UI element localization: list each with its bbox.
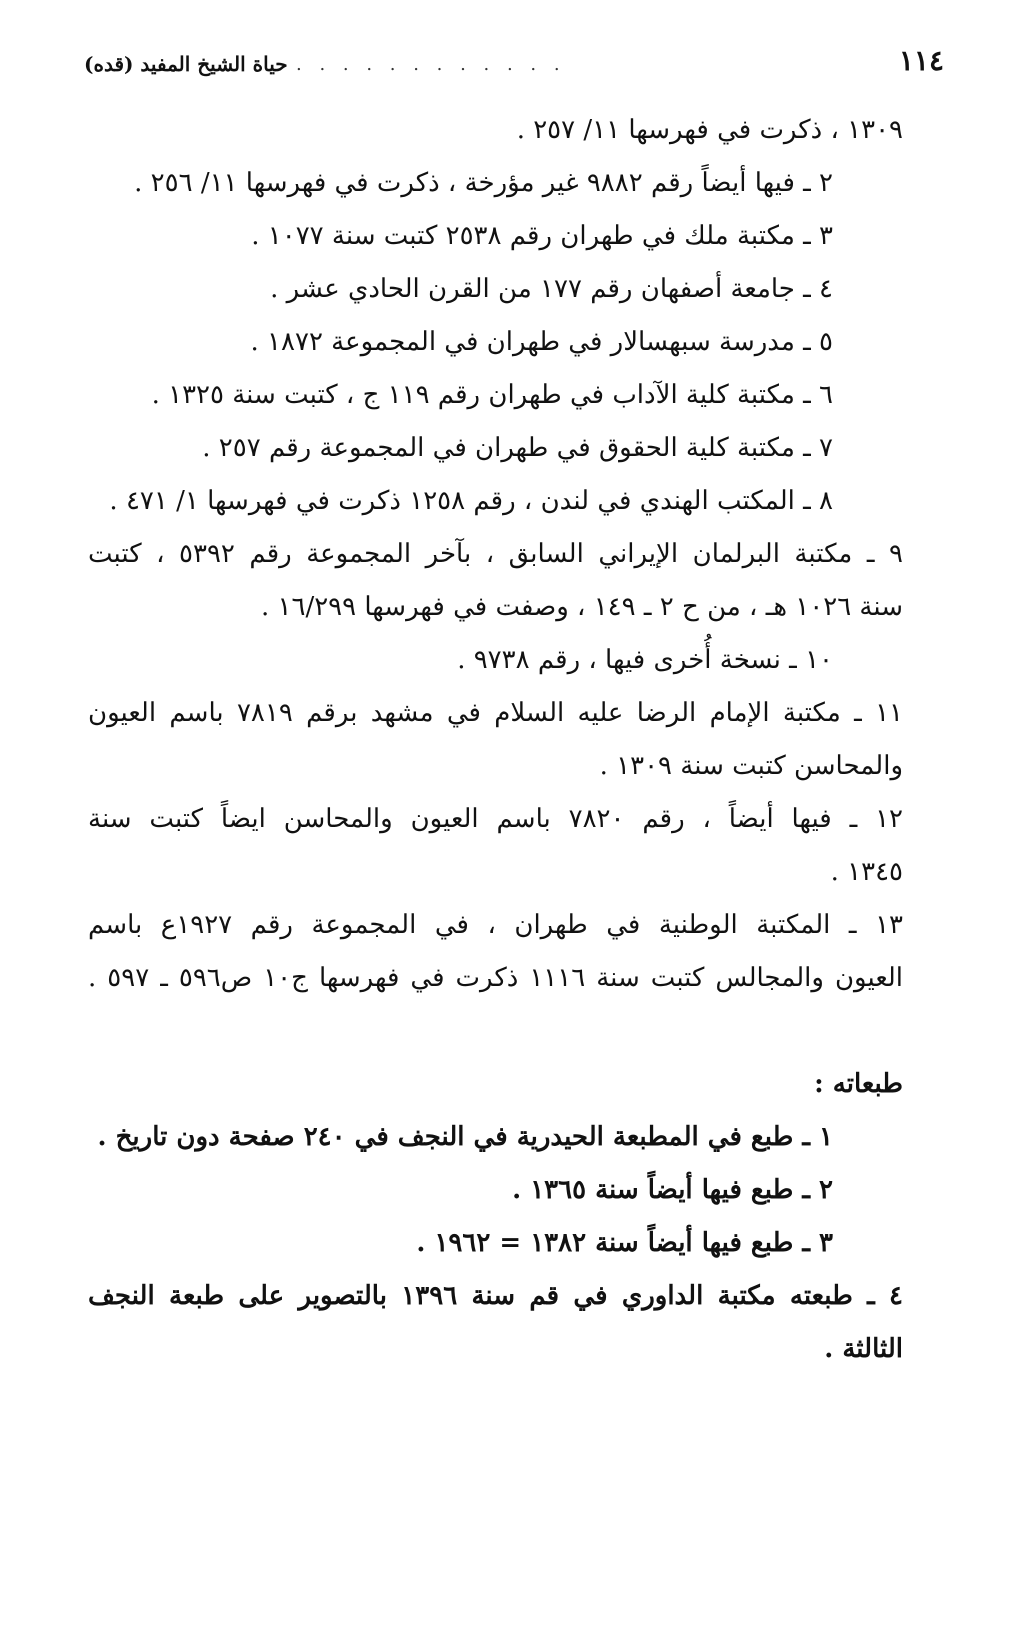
- edition-item-3: ٣ ـ طبع فيها أيضاً سنة ١٣٨٢ = ١٩٦٢ .: [416, 1228, 833, 1258]
- manuscript-item-3: ٣ ـ مكتبة ملك في طهران رقم ٢٥٣٨ كتبت سنة ١٠٧٧ .: [251, 221, 833, 251]
- manuscript-continuation-line: ١٣٠٩ ، ذكرت في فهرسها ١١/ ٢٥٧ .: [516, 115, 903, 145]
- manuscript-item-11-line-2: والمحاسن كتبت سنة ١٣٠٩ .: [599, 751, 903, 781]
- manuscript-item-4: ٤ ـ جامعة أصفهان رقم ١٧٧ من القرن الحادي عشر .: [270, 274, 833, 304]
- edition-item-2: ٢ ـ طبع فيها أيضاً سنة ١٣٦٥ .: [512, 1175, 833, 1205]
- manuscript-item-6: ٦ ـ مكتبة كلية الآداب في طهران رقم ١١٩ ج ، كتبت سنة ١٣٢٥ .: [151, 380, 833, 410]
- manuscript-item-10: ١٠ ـ نسخة أُخرى فيها ، رقم ٩٧٣٨ .: [457, 645, 833, 675]
- leader-dots: . . . . . . . . . . . .: [296, 54, 566, 75]
- edition-item-1: ١ ـ طبع في المطبعة الحيدرية في النجف في ٢٤٠ صفحة دون تاريخ .: [97, 1122, 833, 1152]
- manuscript-item-9-line-1: ٩ ـ مكتبة البرلمان الإيراني السابق ، بآخر المجموعة رقم ٥٣٩٢ ، كتبت: [88, 539, 903, 569]
- manuscript-item-12-line-1: ١٢ ـ فيها أيضاً ، رقم ٧٨٢٠ باسم العيون والمحاسن ايضاً كتبت سنة: [88, 804, 903, 834]
- manuscript-item-2: ٢ ـ فيها أيضاً رقم ٩٨٨٢ غير مؤرخة ، ذكرت في فهرسها ١١/ ٢٥٦ .: [134, 168, 833, 198]
- manuscript-item-8: ٨ ـ المكتب الهندي في لندن ، رقم ١٢٥٨ ذكرت في فهرسها ١/ ٤٧١ .: [109, 486, 833, 516]
- manuscript-item-9-line-2: سنة ١٠٢٦ هـ ، من ح ٢ ـ ١٤٩ ، وصفت في فهرسها ١٦/٢٩٩ .: [261, 592, 903, 622]
- manuscript-item-12-line-2: ١٣٤٥ .: [830, 857, 903, 887]
- page-number: ١١٤: [898, 44, 944, 77]
- manuscript-item-7: ٧ ـ مكتبة كلية الحقوق في طهران في المجموعة رقم ٢٥٧ .: [202, 433, 833, 463]
- manuscript-item-13-line-1: ١٣ ـ المكتبة الوطنية في طهران ، في المجموعة رقم ١٩٢٧ع باسم: [88, 910, 903, 940]
- edition-item-4-line-1: ٤ ـ طبعته مكتبة الداوري في قم سنة ١٣٩٦ بالتصوير على طبعة النجف: [88, 1281, 903, 1311]
- edition-item-4-line-2: الثالثة .: [824, 1334, 903, 1364]
- editions-heading: طبعاته :: [814, 1069, 903, 1099]
- manuscript-item-13-line-2: العيون والمجالس كتبت سنة ١١١٦ ذكرت في فهرسها ج١٠ ص٥٩٦ ـ ٥٩٧ .: [88, 963, 904, 993]
- manuscript-item-5: ٥ ـ مدرسة سبهسالار في طهران في المجموعة ١٨٧٢ .: [250, 327, 833, 357]
- page-header: [84, 44, 944, 84]
- manuscript-item-11-line-1: ١١ ـ مكتبة الإمام الرضا عليه السلام في مشهد برقم ٧٨١٩ باسم العيون: [88, 698, 903, 728]
- running-title: حياة الشيخ المفيد (قده): [84, 52, 288, 76]
